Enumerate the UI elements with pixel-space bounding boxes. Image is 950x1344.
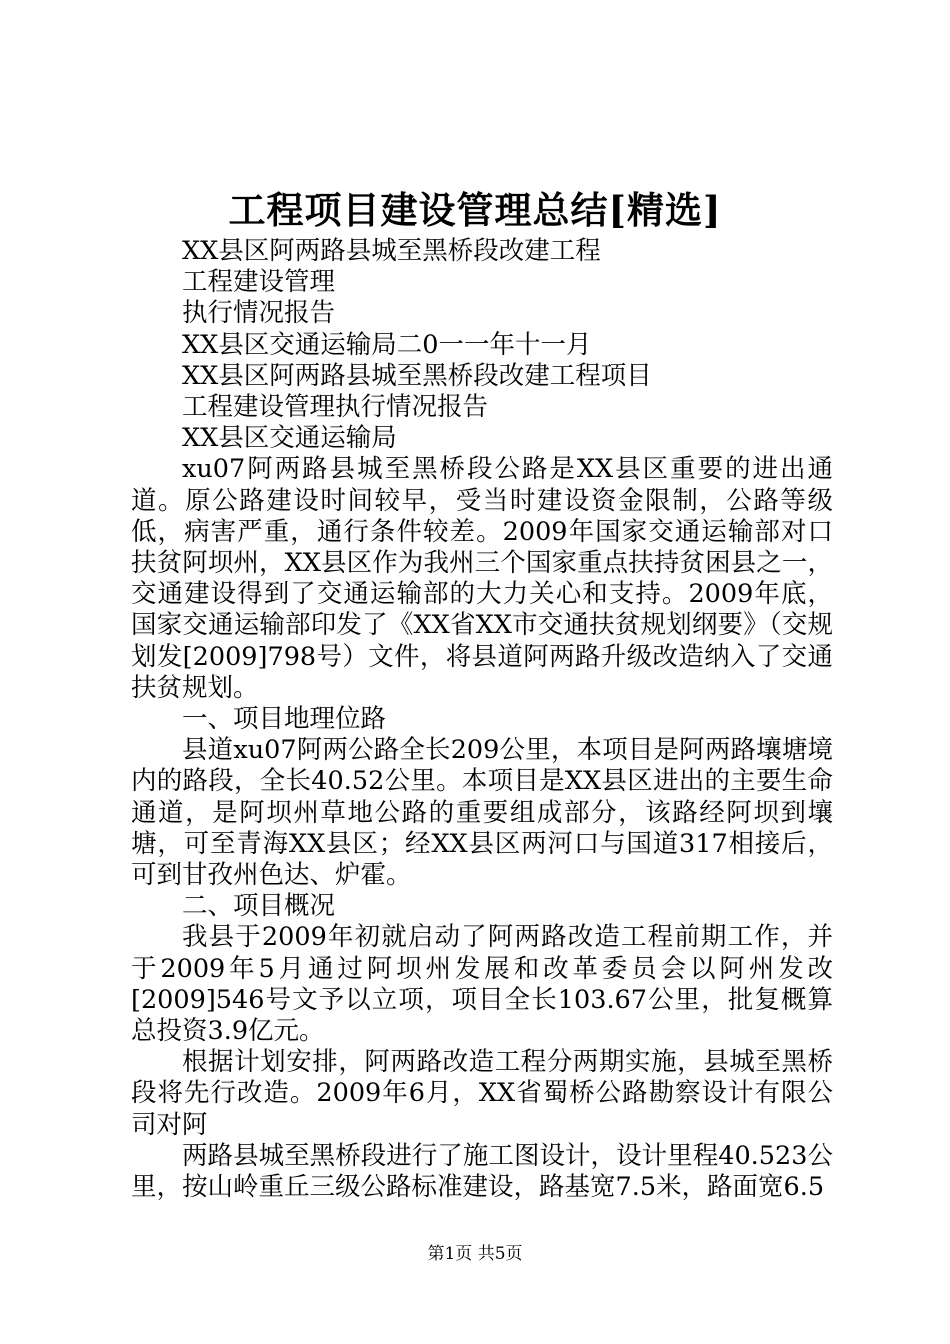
page-footer: 第1页 共5页 [427, 1244, 523, 1264]
paragraph: XX县区阿两路县城至黑桥段改建工程 [182, 236, 601, 266]
paragraph: XX县区交通运输局 [182, 423, 397, 454]
paragraph: 县道xu07阿两公路全长209公里，本项目是阿两路壤塘境内的路段，全长40.52公里。本项目是XX县区进出的主要生命通道，是阿坝州草地公路的重要组成部分，该路经阿坝到壤塘，可至青海XX县区；经XX县区两河口与国道317相接后，可到甘孜州色达、炉霍。 [131, 735, 833, 891]
section-heading: 一、项目地理位路 [182, 704, 387, 735]
paragraph: XX县区交通运输局二0一一年十一月 [182, 329, 592, 360]
paragraph: 工程建设管理 [182, 267, 336, 298]
paragraph: 根据计划安排，阿两路改造工程分两期实施，县城至黑桥段将先行改造。2009年6月，XX省蜀桥公路勘察设计有限公司对阿 [131, 1047, 833, 1140]
paragraph: 工程建设管理执行情况报告 [182, 392, 489, 423]
section-heading: 二、项目概况 [182, 891, 336, 922]
paragraph: XX县区阿两路县城至黑桥段改建工程项目 [182, 360, 652, 391]
paragraph: xu07阿两路县城至黑桥段公路是XX县区重要的进出通道。原公路建设时间较早，受当时建设资金限制，公路等级低，病害严重，通行条件较差。2009年国家交通运输部对口扶贫阿坝州，XX县区作为我州三个国家重点扶持贫困县之一，交通建设得到了交通运输部的大力关心和支持。2009年底，国家交通运输部印发了《XX省XX市交通扶贫规划纲要》（交规划发[2009]798号）文件，将县道阿两路升级改造纳入了交通扶贫规划。 [131, 454, 833, 703]
document-body [131, 236, 833, 1203]
document-title: 工程项目建设管理总结[精选] [228, 188, 722, 232]
paragraph: 执行情况报告 [182, 298, 336, 329]
paragraph: 两路县城至黑桥段进行了施工图设计，设计里程40.523公里，按山岭重丘三级公路标准建设，路基宽7.5米，路面宽6.5 [131, 1140, 833, 1203]
paragraph: 我县于2009年初就启动了阿两路改造工程前期工作，并于2009年5月通过阿坝州发展和改革委员会以阿州发改[2009]546号文予以立项，项目全长103.67公里，批复概算总投资3.9亿元。 [131, 922, 833, 1047]
